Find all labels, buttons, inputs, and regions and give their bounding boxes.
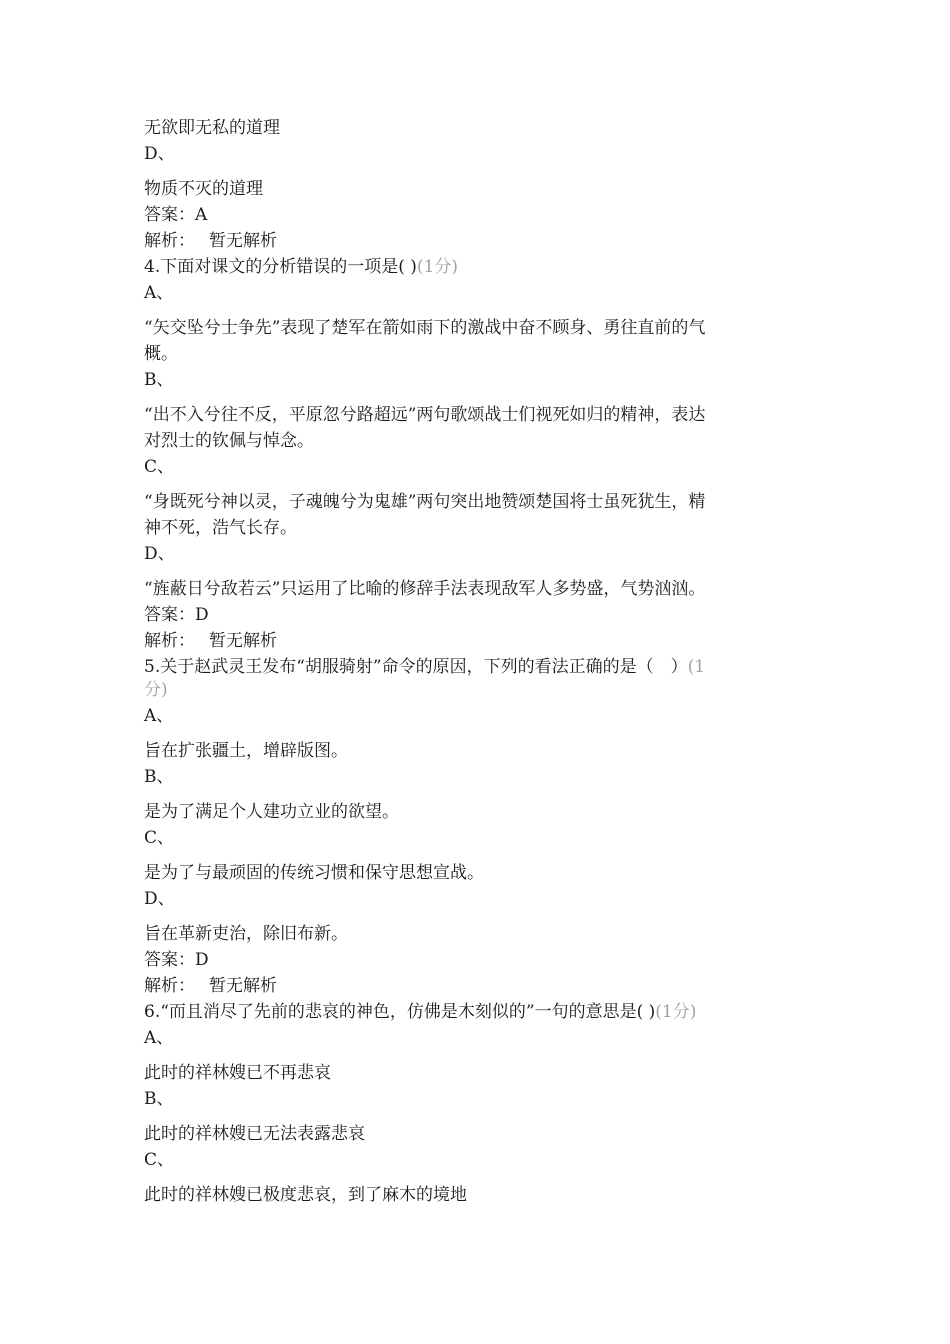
q4-score: (1分) bbox=[416, 257, 458, 277]
q5-analysis bbox=[144, 973, 277, 999]
q4-option-d-label: D、 bbox=[144, 544, 175, 564]
q5-answer: 答案：D bbox=[144, 950, 209, 970]
q6-option-b-label: B、 bbox=[144, 1089, 174, 1109]
q5-option-b-label: B、 bbox=[144, 767, 174, 787]
q5-stem-line bbox=[144, 654, 705, 680]
q4-stem-line bbox=[144, 254, 458, 280]
analysis-label: 解析： bbox=[144, 231, 195, 251]
q4-option-d-text: “旌蔽日兮敌若云”只运用了比喻的修辞手法表现敌军人多势盛，气势汹汹。 bbox=[144, 579, 706, 599]
q5-stem: 5.关于赵武灵王发布“胡服骑射”命令的原因，下列的看法正确的是（ ） bbox=[144, 657, 688, 677]
q6-option-c-label: C、 bbox=[144, 1150, 175, 1170]
q4-option-b-text-2: 对烈士的钦佩与悼念。 bbox=[144, 431, 314, 451]
q6-option-a-label: A、 bbox=[144, 1028, 174, 1048]
q6-option-a-text: 此时的祥林嫂已不再悲哀 bbox=[144, 1063, 331, 1083]
q5-option-c-label: C、 bbox=[144, 828, 175, 848]
q4-option-a-label: A、 bbox=[144, 283, 174, 303]
q4-stem: 4.下面对课文的分析错误的一项是( ) bbox=[144, 257, 417, 277]
q5-option-b-text: 是为了满足个人建功立业的欲望。 bbox=[144, 802, 399, 822]
q4-option-a-text-1: “矢交坠兮士争先”表现了楚军在箭如雨下的激战中奋不顾身、勇往直前的气 bbox=[144, 318, 706, 338]
q3-option-d-label: D、 bbox=[144, 144, 175, 164]
q5-option-a-label: A、 bbox=[144, 706, 174, 726]
q5-score-part-1: (1 bbox=[687, 657, 706, 677]
q4-option-c-text-2: 神不死，浩气长存。 bbox=[144, 518, 297, 538]
q5-option-d-label: D、 bbox=[144, 889, 175, 909]
q4-option-c-text-1: “身既死兮神以灵，子魂魄兮为鬼雄”两句突出地赞颂楚国将士虽死犹生，精 bbox=[144, 492, 706, 512]
q4-option-a-text-2: 概。 bbox=[144, 344, 178, 364]
q6-stem: 6.“而且消尽了先前的悲哀的神色，仿佛是木刻似的”一句的意思是( ) bbox=[144, 1002, 656, 1022]
q3-option-d-text: 物质不灭的道理 bbox=[144, 179, 263, 199]
analysis-text: 暂无解析 bbox=[209, 231, 277, 251]
analysis-text: 暂无解析 bbox=[209, 631, 277, 651]
analysis-label: 解析： bbox=[144, 976, 195, 996]
q6-option-c-text: 此时的祥林嫂已极度悲哀，到了麻木的境地 bbox=[144, 1185, 467, 1205]
q4-option-b-text-1: “出不入兮往不反，平原忽兮路超远”两句歌颂战士们视死如归的精神，表达 bbox=[144, 405, 706, 425]
q5-option-d-text: 旨在革新吏治，除旧布新。 bbox=[144, 924, 348, 944]
analysis-text: 暂无解析 bbox=[209, 976, 277, 996]
q4-analysis bbox=[144, 628, 277, 654]
q3-option-c-text: 无欲即无私的道理 bbox=[144, 118, 280, 138]
q5-option-a-text: 旨在扩张疆土，增辟版图。 bbox=[144, 741, 348, 761]
q4-option-c-label: C、 bbox=[144, 457, 175, 477]
q4-option-b-label: B、 bbox=[144, 370, 174, 390]
q4-answer: 答案：D bbox=[144, 605, 209, 625]
q6-stem-line bbox=[144, 999, 696, 1025]
q3-analysis bbox=[144, 228, 277, 254]
q6-option-b-text: 此时的祥林嫂已无法表露悲哀 bbox=[144, 1124, 365, 1144]
analysis-label: 解析： bbox=[144, 631, 195, 651]
q5-score-part-2: 分) bbox=[144, 680, 168, 700]
q5-option-c-text: 是为了与最顽固的传统习惯和保守思想宣战。 bbox=[144, 863, 484, 883]
q3-answer: 答案：A bbox=[144, 205, 208, 225]
q6-score: (1分) bbox=[655, 1002, 697, 1022]
